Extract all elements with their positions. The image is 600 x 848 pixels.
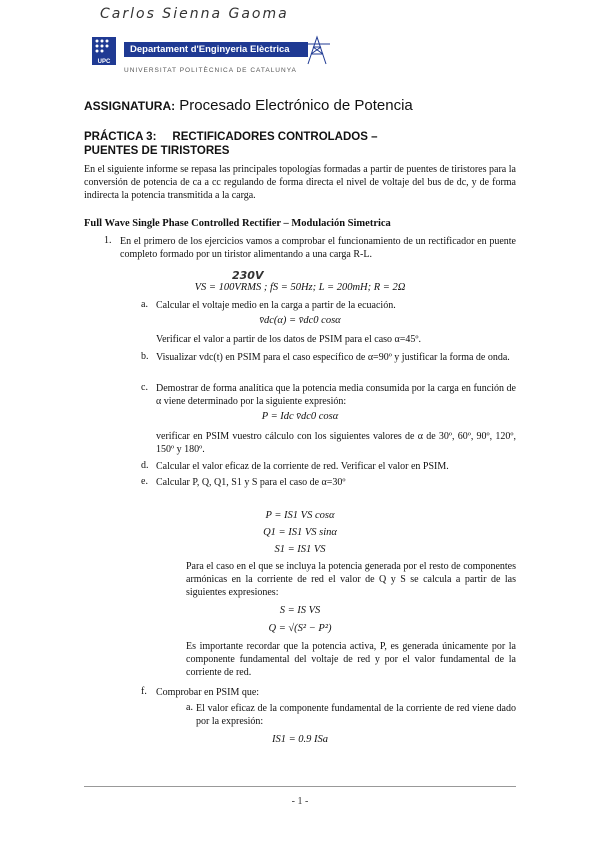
sub-a-note: Verificar el valor a partir de los datos de PSIM para el caso α=45º.	[156, 334, 422, 345]
sub-e-eq4: S = IS VS	[279, 605, 321, 616]
sub-a-equation: v̄dc(α) = v̄dc0 cosα	[259, 315, 341, 326]
sub-e-paragraph1: Para el caso en el que se incluya la potencia generada por el resto de componentes armónicas en la corriente de red el valor de Q y S se calcula a partir de las siguientes expresiones:	[186, 561, 516, 598]
sub-e-eq1: P = IS1 VS cosα	[265, 510, 335, 521]
subject-label: ASSIGNATURA:	[84, 99, 176, 113]
sub-c-text: Demostrar de forma analítica que la potencia media consumida por la carga en función de α viene determinado por la siguiente expresión:	[156, 383, 516, 407]
sub-f-text: Comprobar en PSIM que:	[156, 687, 260, 698]
sub-c-equation: P = Idc v̄dc0 cosα	[261, 411, 339, 422]
tower-icon	[300, 34, 334, 66]
upc-logo	[92, 37, 116, 59]
intro-paragraph: En el siguiente informe se repasa las principales topologías formadas a partir de puentes de tiristores para la conversión de potencia de ca a cc regulando de forma directa el nivel de voltaje del bus de dc, y de forma indirecta la potencia transmitida a la carga.	[84, 164, 516, 201]
sub-e-eq2: Q1 = IS1 VS sinα	[263, 527, 337, 538]
university-name: UNIVERSITAT POLITÈCNICA DE CATALUNYA	[124, 67, 297, 74]
sub-b-text: Visualizar vdc(t) en PSIM para el caso específico de α=90º y justificar la forma de onda.	[156, 352, 510, 363]
item1-text: En el primero de los ejercicios vamos a comprobar el funcionamiento de un rectificador en puente completo formado por un tiristor alimentando a una carga R-L.	[120, 236, 516, 260]
sub-e-paragraph2: Es importante recordar que la potencia activa, P, es generada únicamente por la componente fundamental del voltaje de red y por el valor fundamental de la corriente de red.	[186, 641, 516, 678]
practice-title-line2: PUENTES DE TIRISTORES	[84, 145, 230, 157]
sub-f-label: f.	[141, 686, 147, 697]
upc-logo-icon	[92, 37, 116, 59]
handwritten-name: Carlos Sienna Gaoma	[100, 6, 289, 22]
sub-a-label: a.	[141, 299, 148, 310]
sub-c-label: c.	[141, 382, 148, 393]
sub-e-eq5: Q = √(S² − P²)	[268, 623, 332, 634]
item1-number: 1.	[104, 235, 112, 246]
sub-e-text: Calcular P, Q, Q1, S1 y S para el caso de α=30º	[156, 477, 346, 488]
department-banner: Departament d'Enginyeria Elèctrica	[124, 42, 308, 57]
subject-title	[84, 97, 413, 114]
sub-f-sub-text: El valor eficaz de la componente fundamental de la corriente de red viene dado por la expresión:	[196, 703, 516, 727]
section-title: Full Wave Single Phase Controlled Rectifier – Modulación Simetrica	[84, 218, 391, 229]
page-number: - 1 -	[291, 796, 309, 807]
sub-a-text: Calcular el voltaje medio en la carga a partir de la ecuación.	[156, 300, 396, 311]
sub-e-eq3: S1 = IS1 VS	[274, 544, 326, 555]
handwritten-note: 230V	[232, 269, 264, 282]
subject-name: Procesado Electrónico de Potencia	[179, 97, 413, 114]
sub-d-text: Calcular el valor eficaz de la corriente de red. Verificar el valor en PSIM.	[156, 461, 449, 472]
sub-e-label: e.	[141, 476, 148, 487]
sub-c-note: verificar en PSIM vuestro cálculo con los siguientes valores de α de 30º, 60º, 90º, 120º, 150º y 180º.	[156, 431, 516, 455]
sub-d-label: d.	[141, 460, 149, 471]
upc-logo-text: UPC	[92, 59, 116, 65]
sub-f-equation: IS1 = 0.9 ISa	[271, 734, 329, 745]
practice-title-line1: PRÁCTICA 3: RECTIFICADORES CONTROLADOS –	[84, 131, 378, 143]
sub-f-sub-label: a.	[186, 702, 193, 713]
sub-b-label: b.	[141, 351, 149, 362]
footer-divider	[84, 786, 516, 787]
item1-equation: VS = 100VRMS ; fS = 50Hz; L = 200mH; R = 2Ω	[194, 282, 406, 293]
